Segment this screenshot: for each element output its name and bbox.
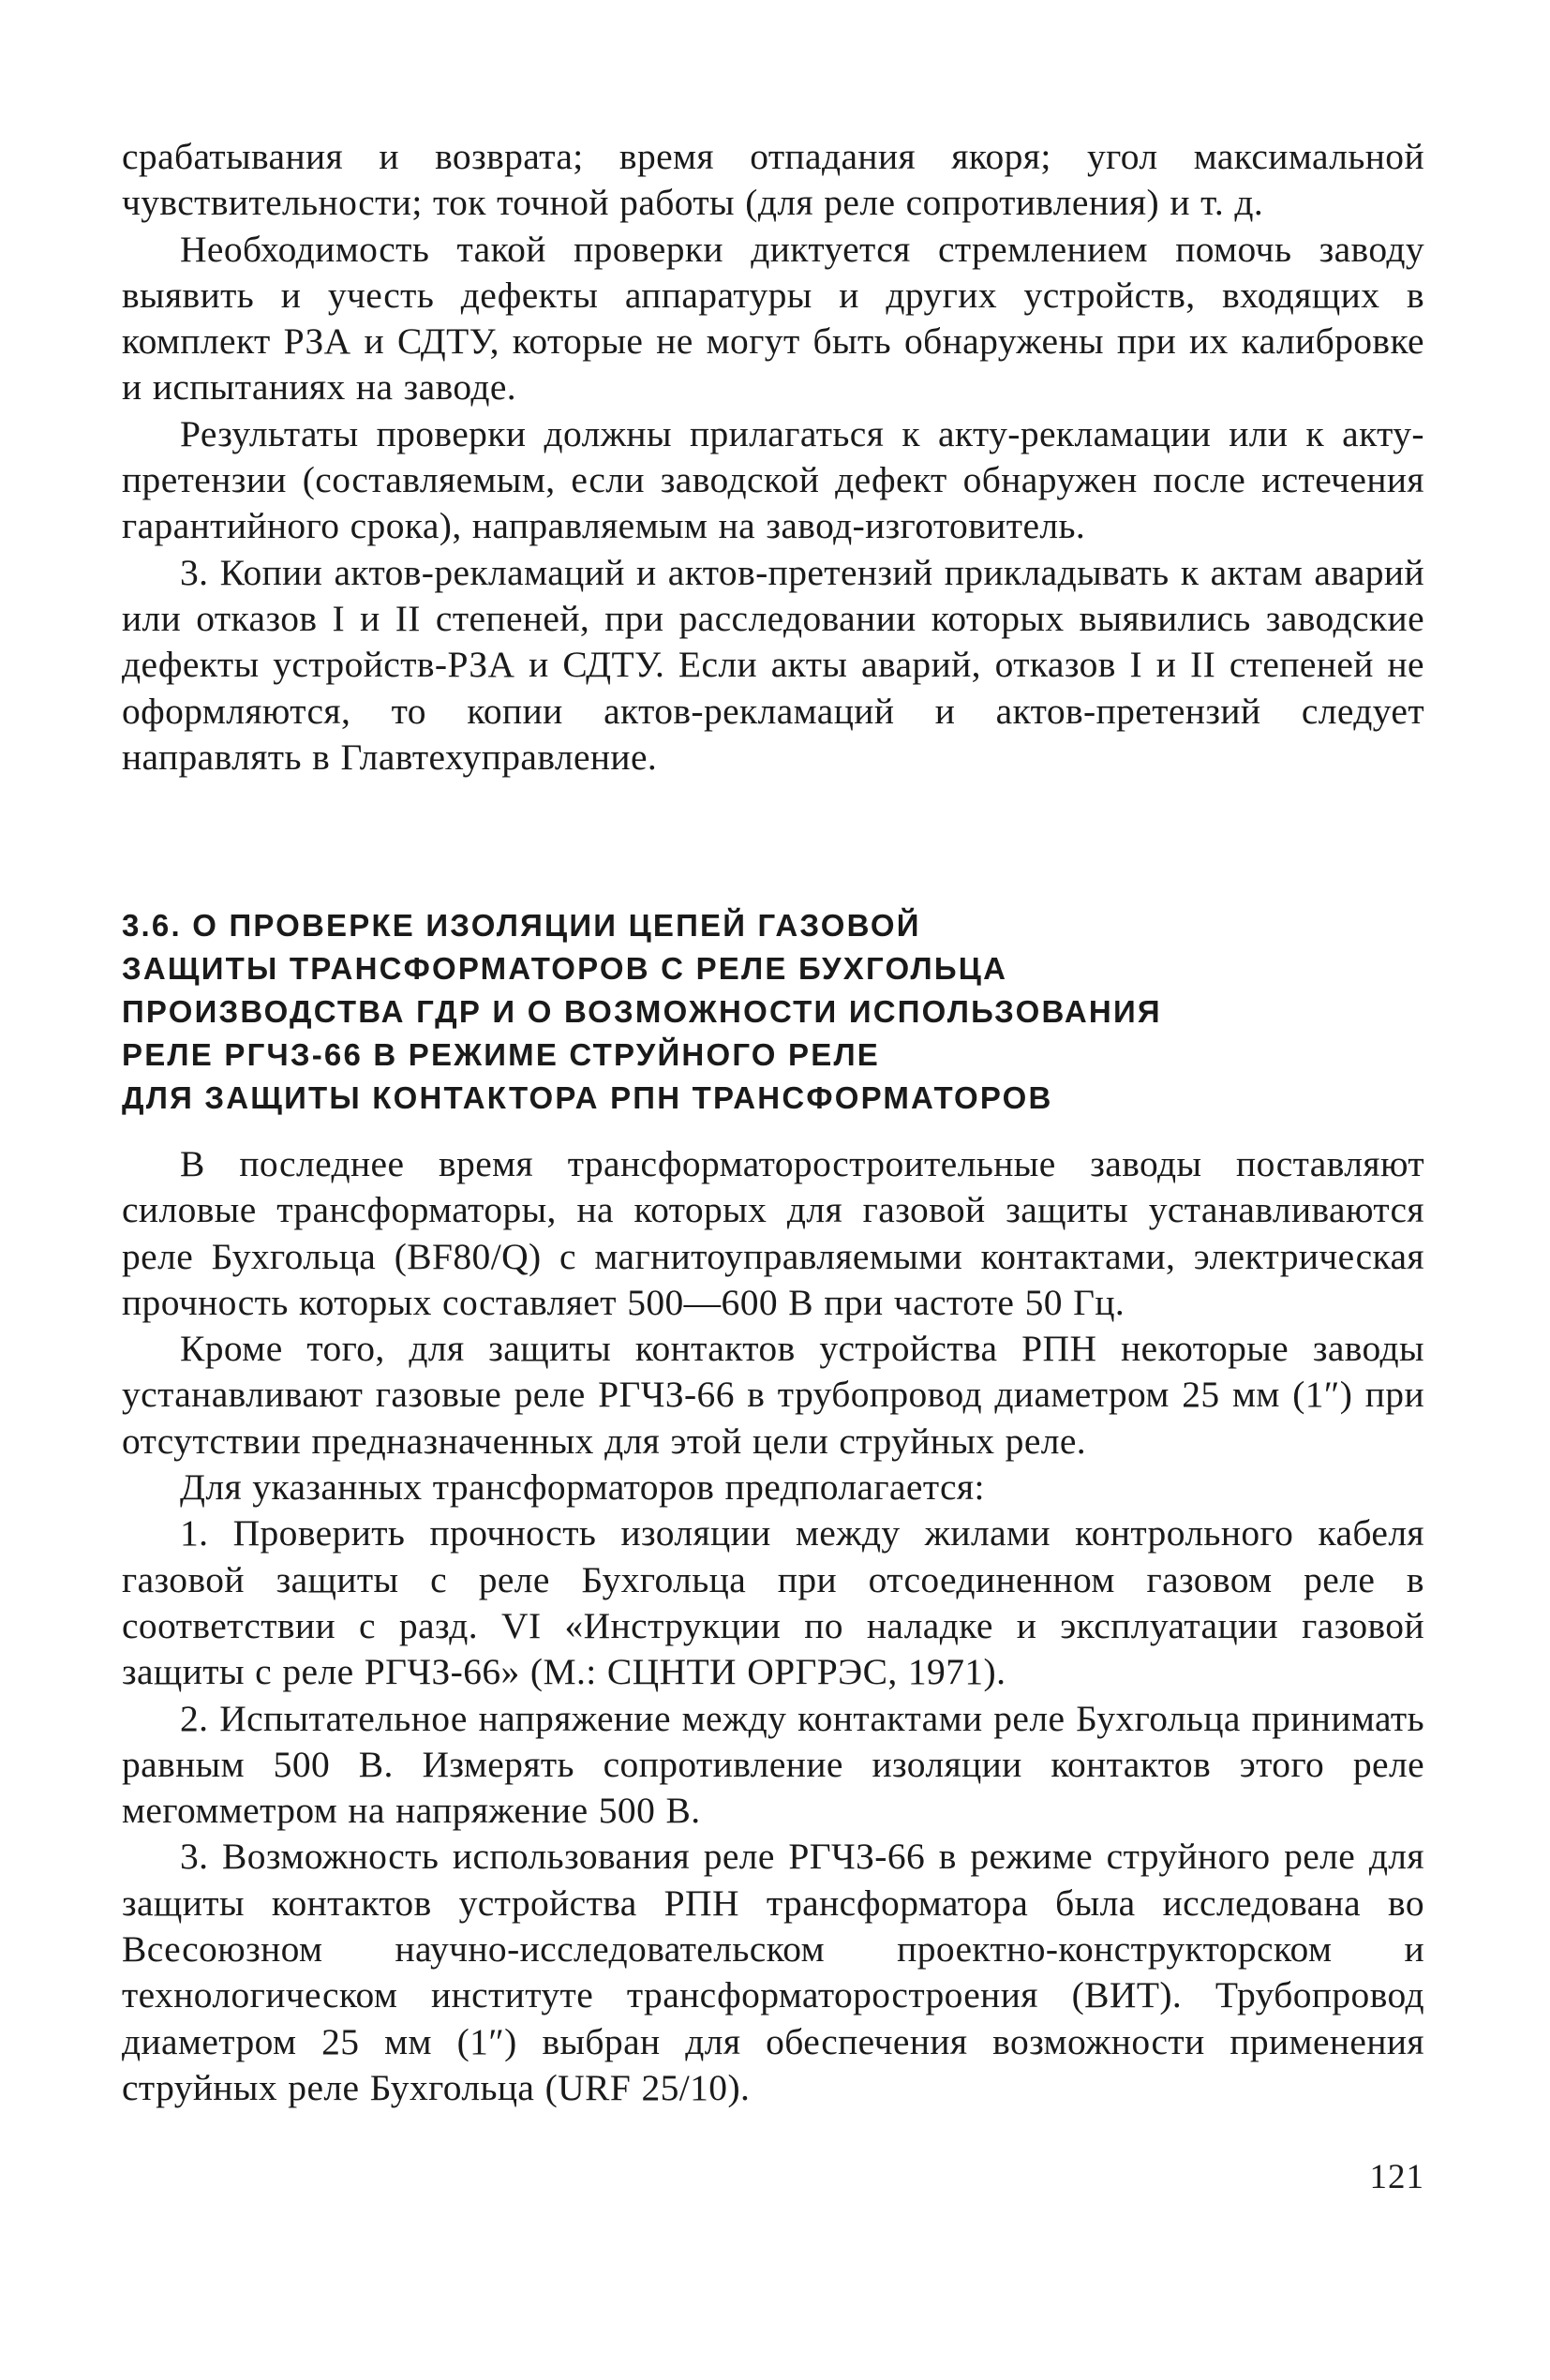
section-heading-line: ДЛЯ ЗАЩИТЫ КОНТАКТОРА РПН ТРАНСФОРМАТОРОВ (122, 1080, 1053, 1115)
paragraph-rpn: Кроме того, для защиты контактов устройства РПН некоторые заводы устанавливают газовые реле РГЧЗ-66 в трубопровод диаметром 25 мм (1″) при отсутствии предназначенных для этой цели струйных реле. (122, 1328, 1424, 1462)
section-heading-line: 3.6. О ПРОВЕРКЕ ИЗОЛЯЦИИ ЦЕПЕЙ ГАЗОВОЙ (122, 908, 921, 943)
section-heading-line: ПРОИЗВОДСТВА ГДР И О ВОЗМОЖНОСТИ ИСПОЛЬЗОВАНИЯ (122, 994, 1162, 1029)
paragraph-intro: В последнее время трансформаторостроительные заводы поставляют силовые трансформаторы, на которых для газовой защиты устанавливаются реле Бухгольца (BF80/Q) с магнитоуправляемыми контактами, электрическая прочность которых составляет 500—600 В при частоте 50 Гц. (122, 1143, 1424, 1323)
section-heading-line: ЗАЩИТЫ ТРАНСФОРМАТОРОВ С РЕЛЕ БУХГОЛЬЦА (122, 951, 1008, 986)
paragraph-item-2: 2. Испытательное напряжение между контактами реле Бухгольца принимать равным 500 В. Измерять сопротивление изоляции контактов этого реле мегомметром на напряжение 500 В. (122, 1697, 1424, 1832)
paragraph-results: Результаты проверки должны прилагаться к акту-рекламации или к акту-претензии (составляемым, если заводской дефект обнаружен после истечения гарантийного срока), направляемым на завод-изготовитель. (122, 412, 1424, 547)
section-heading-line: РЕЛЕ РГЧЗ-66 В РЕЖИМЕ СТРУЙНОГО РЕЛЕ (122, 1037, 881, 1072)
paragraph-continuation: срабатывания и возврата; время отпадания якоря; угол максимальной чувствительности; ток точной работы (для реле сопротивления) и т. д. (122, 136, 1424, 224)
top-text-block (122, 134, 1424, 781)
section-heading (122, 904, 1424, 1120)
bottom-text-block (122, 1141, 1424, 2111)
paragraph-item-3: 3. Возможность использования реле РГЧЗ-66 в режиме струйного реле для защиты контактов устройства РПН трансформатора была исследована во Всесоюзном научно-исследовательском проектно-конструкторском и технологическом институте трансформаторостроения (ВИТ). Трубопровод диаметром 25 мм (1″) выбран для обеспечения возможности применения струйных реле Бухгольца (URF 25/10). (122, 1836, 1424, 2108)
document-page (122, 0, 1424, 2380)
paragraph-necessity: Необходимость такой проверки диктуется стремлением помочь заводу выявить и учесть дефекты аппаратуры и других устройств, входящих в комплект РЗА и СДТУ, которые не могут быть обнаружены при их калибровке и испытаниях на заводе. (122, 228, 1424, 409)
page-number: 121 (1369, 2158, 1424, 2196)
paragraph-proposal: Для указанных трансформаторов предполагается: (180, 1466, 985, 1509)
paragraph-item-1: 1. Проверить прочность изоляции между жилами контрольного кабеля газовой защиты с реле Бухгольца при отсоединенном газовом реле в соответствии с разд. VI «Инструкции по наладке и эксплуатации газовой защиты с реле РГЧЗ-66» (М.: СЦНТИ ОРГРЭС, 1971). (122, 1512, 1424, 1693)
paragraph-item-3-copies: 3. Копии актов-рекламаций и актов-претензий прикладывать к актам аварий или отказов I и II степеней, при расследовании которых выявились заводские дефекты устройств-РЗА и СДТУ. Если акты аварий, отказов I и II степеней не оформляются, то копии актов-рекламаций и актов-претензий следует направлять в Главтехуправление. (122, 551, 1424, 778)
